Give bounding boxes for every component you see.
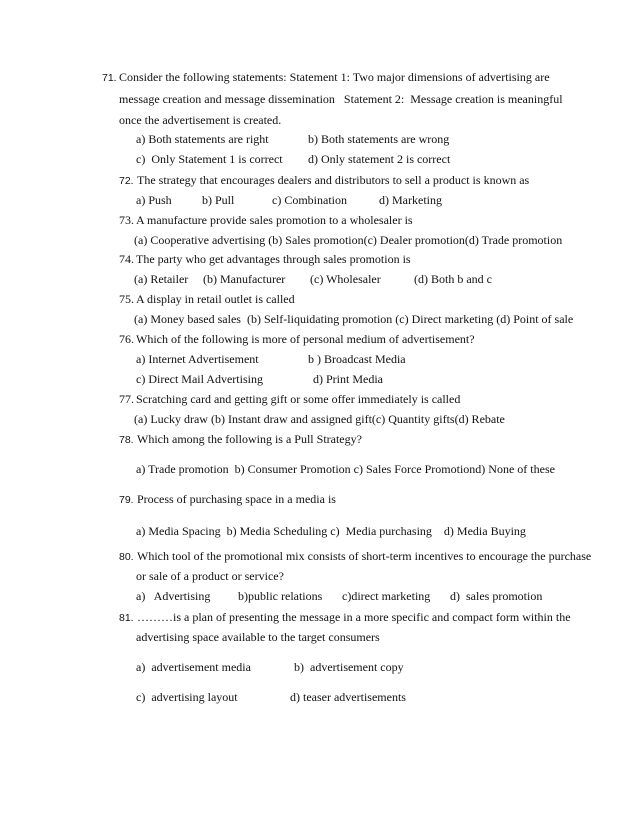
option: d) Only statement 2 is correct xyxy=(308,152,451,166)
question-text: The strategy that encourages dealers and distributors to sell a product is known as xyxy=(137,173,530,187)
option: b)public relations xyxy=(238,589,323,603)
question-text: Which among the following is a Pull Strategy? xyxy=(137,432,362,446)
question-number: 78. xyxy=(119,434,134,446)
question-text: Consider the following statements: Statement 1: Two major dimensions of advertising are xyxy=(119,70,550,84)
question-number: 73. xyxy=(119,213,134,227)
option: a) Advertising xyxy=(136,589,211,603)
option: c) Only Statement 1 is correct xyxy=(136,152,283,166)
option: c) Direct Mail Advertising xyxy=(136,372,263,386)
option: a) Both statements are right xyxy=(136,132,269,146)
option: a) Media Spacing b) Media Scheduling c) Media purchasing d) Media Buying xyxy=(136,524,526,538)
option: d) Marketing xyxy=(379,193,442,207)
question-text: A manufacture provide sales promotion to a wholesaler is xyxy=(136,213,413,227)
question-text: advertising space available to the target consumers xyxy=(136,630,380,644)
question-text: Which tool of the promotional mix consists of short-term incentives to encourage the purchase xyxy=(137,549,592,563)
question-number: 72. xyxy=(119,175,134,187)
option: a) Trade promotion b) Consumer Promotion c) Sales Force Promotiond) None of these xyxy=(136,462,555,476)
question-text: The party who get advantages through sales promotion is xyxy=(136,252,411,266)
question-text: Which of the following is more of personal medium of advertisement? xyxy=(136,332,475,346)
question-text: A display in retail outlet is called xyxy=(136,292,295,306)
question-number: 76. xyxy=(119,332,134,346)
option: a) advertisement media xyxy=(136,660,251,674)
option: b) advertisement copy xyxy=(294,660,404,674)
question-number: 77. xyxy=(119,392,134,406)
option: b) Pull xyxy=(202,193,235,207)
question-text: Scratching card and getting gift or some offer immediately is called xyxy=(136,392,461,406)
option: (a) Cooperative advertising (b) Sales promotion(c) Dealer promotion(d) Trade promotion xyxy=(134,233,563,247)
question-number: 74. xyxy=(119,252,134,266)
question-number: 81. xyxy=(119,612,134,624)
option: d) teaser advertisements xyxy=(290,690,406,704)
question-number: 71. xyxy=(102,72,117,84)
question-text: or sale of a product or service? xyxy=(136,569,284,583)
option: c) Combination xyxy=(272,193,347,207)
option: a) Push xyxy=(136,193,172,207)
option: c)direct marketing xyxy=(342,589,431,603)
option: (b) Manufacturer xyxy=(203,272,286,286)
question-number: 75. xyxy=(119,292,134,306)
option: b ) Broadcast Media xyxy=(308,352,406,366)
option: b) Both statements are wrong xyxy=(308,132,450,146)
option: (a) Retailer xyxy=(134,272,189,286)
option: a) Internet Advertisement xyxy=(136,352,259,366)
question-text: Process of purchasing space in a media is xyxy=(137,492,336,506)
question-text: once the advertisement is created. xyxy=(119,113,282,127)
option: (a) Money based sales (b) Self-liquidating promotion (c) Direct marketing (d) Point of sale xyxy=(134,312,574,326)
option: (c) Wholesaler xyxy=(310,272,381,286)
option: d) sales promotion xyxy=(450,589,543,603)
option: d) Print Media xyxy=(313,372,383,386)
option: c) advertising layout xyxy=(136,690,238,704)
option: (a) Lucky draw (b) Instant draw and assigned gift(c) Quantity gifts(d) Rebate xyxy=(134,412,505,426)
option: (d) Both b and c xyxy=(414,272,492,286)
question-text: ………is a plan of presenting the message in a more specific and compact form within the xyxy=(137,610,571,624)
question-text: message creation and message dissemination Statement 2: Message creation is meaningful xyxy=(119,92,563,106)
question-number: 80. xyxy=(119,551,134,563)
question-number: 79. xyxy=(119,494,134,506)
